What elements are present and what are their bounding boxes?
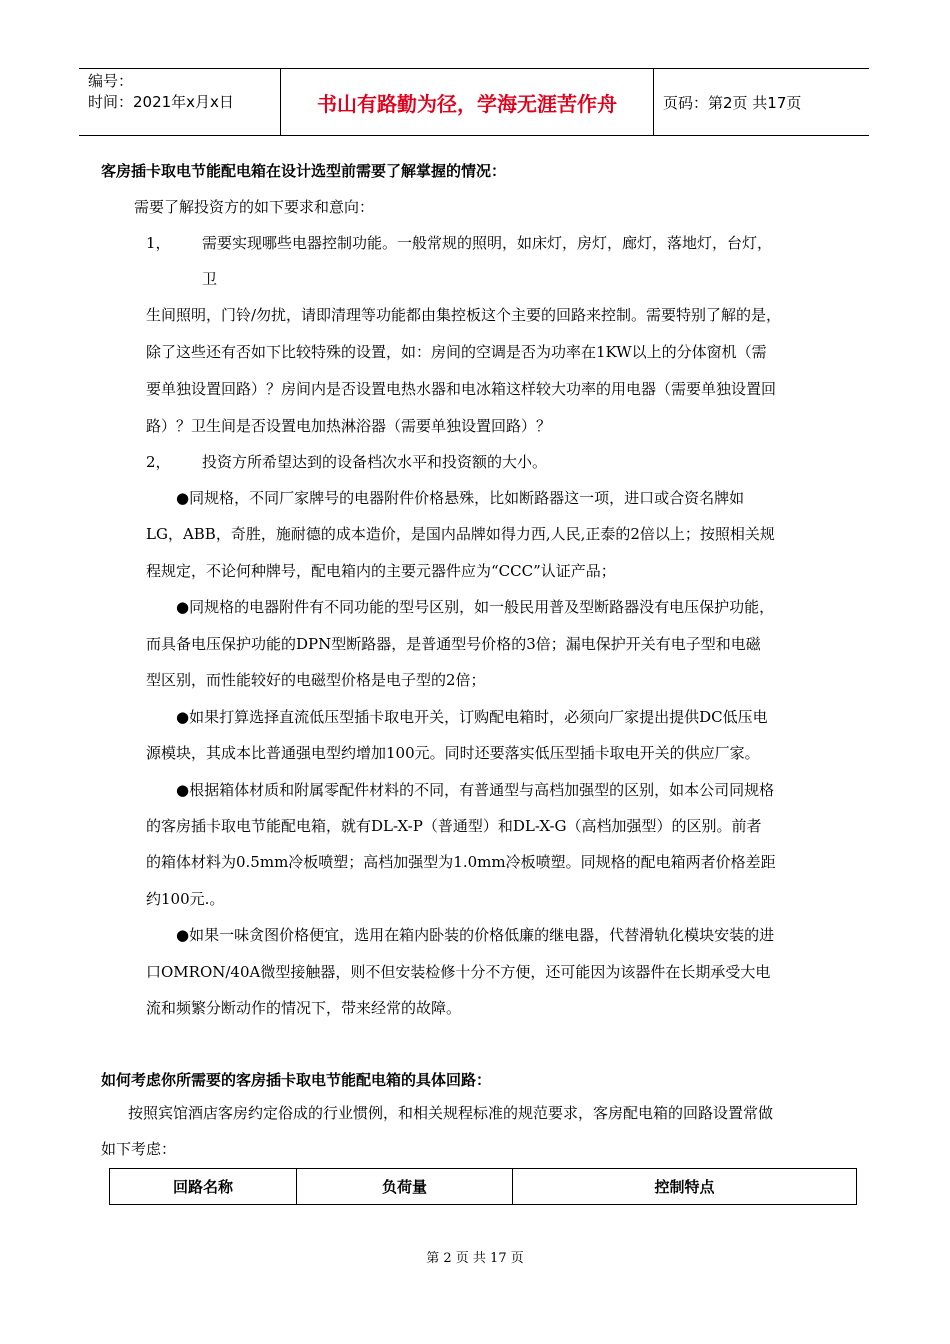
doc-number-label: 编号：	[88, 72, 134, 90]
paragraph-line: 卫	[202, 270, 218, 288]
paragraph-line: ●根据箱体材质和附属零配件材料的不同，有普通型与高档加强型的区别，如本公司同规格	[176, 781, 775, 799]
header-page-label: 页码：第2页 共17页	[663, 93, 802, 112]
paragraph-line: 源模块，其成本比普通强电型约增加100元。同时还要落实低压型插卡取电开关的供应厂家。	[146, 744, 760, 762]
paragraph-line: 的客房插卡取电节能配电箱，就有DL-X-P（普通型）和DL-X-G（高档加强型）的区别。前者	[146, 817, 762, 835]
list-number: 1，	[146, 234, 171, 252]
header-motto: 书山有路勤为径，学海无涯苦作舟	[317, 91, 617, 116]
paragraph-line: 要单独设置回路）？房间内是否设置电热水器和电冰箱这样较大功率的用电器（需要单独设置回	[146, 380, 777, 398]
paragraph-line: 需要实现哪些电器控制功能。一般常规的照明，如床灯，房灯，廊灯，落地灯，台灯，	[202, 234, 773, 252]
header-divider	[653, 68, 654, 136]
paragraph-line: 除了这些还有否如下比较特殊的设置，如：房间的空调是否为功率在1KW以上的分体窗机（需	[146, 343, 767, 361]
table-header-cell: 控制特点	[654, 1178, 715, 1196]
paragraph-line: 口OMRON/40A微型接触器，则不但安装检修十分不方便，还可能因为该器件在长期承受大电	[146, 963, 771, 981]
doc-date-label: 时间：2021年x月x日	[88, 93, 234, 111]
paragraph-line: 的箱体材料为0.5mm冷板喷塑；高档加强型为1.0mm冷板喷塑。同规格的配电箱两者价格差距	[146, 853, 776, 871]
paragraph-line: ●如果一味贪图价格便宜，选用在箱内卧装的价格低廉的继电器，代替滑轨化模块安装的进	[176, 926, 775, 944]
paragraph-line: 型区别，而性能较好的电磁型价格是电子型的2倍；	[146, 671, 486, 689]
paragraph-line: 流和频繁分断动作的情况下，带来经常的故障。	[146, 999, 462, 1017]
paragraph-line: 约100元.。	[146, 890, 225, 908]
table-header-cell: 回路名称	[172, 1178, 233, 1196]
section-heading: 客房插卡取电节能配电箱在设计选型前需要了解掌握的情况：	[101, 162, 507, 180]
paragraph-line: ●同规格，不同厂家牌号的电器附件价格悬殊，比如断路器这一项，进口或合资名牌如	[176, 489, 745, 507]
paragraph-line: 如下考虑：	[101, 1140, 177, 1158]
page-footer: 第 2 页 共 17 页	[426, 1251, 524, 1266]
list-number: 2，	[146, 453, 171, 471]
paragraph-line: 路）？卫生间是否设置电加热淋浴器（需要单独设置回路）？	[146, 417, 552, 435]
paragraph-line: 而具备电压保护功能的DPN型断路器，是普通型号价格的3倍；漏电保护开关有电子型和电磁	[146, 635, 761, 653]
paragraph-line: 程规定，不论何种牌号，配电箱内的主要元器件应为“CCC”认证产品；	[146, 562, 616, 580]
paragraph-line: LG，ABB，奇胜，施耐德的成本造价，是国内品牌如得力西,人民,正泰的2倍以上；按照相关规	[146, 525, 775, 543]
paragraph-line: 生间照明，门铃/勿扰，请即清理等功能都由集控板这个主要的回路来控制。需要特别了解的是，	[146, 306, 782, 324]
paragraph-line: 投资方所希望达到的设备档次水平和投资额的大小。	[202, 453, 548, 471]
paragraph-line: ●同规格的电器附件有不同功能的型号区别，如一般民用普及型断路器没有电压保护功能，	[176, 598, 775, 616]
section-heading: 如何考虑你所需要的客房插卡取电节能配电箱的具体回路：	[101, 1071, 492, 1089]
table-header-cell: 负荷量	[381, 1178, 427, 1196]
header-meta	[88, 71, 234, 113]
paragraph-line: 按照宾馆酒店客房约定俗成的行业惯例，和相关规程标准的规范要求，客房配电箱的回路设置常做	[128, 1104, 774, 1122]
paragraph-line: ●如果打算选择直流低压型插卡取电开关，订购配电箱时，必须向厂家提出提供DC低压电	[176, 708, 768, 726]
paragraph-line: 需要了解投资方的如下要求和意向：	[134, 198, 375, 216]
page-header	[79, 68, 869, 136]
circuit-table	[109, 1168, 857, 1205]
